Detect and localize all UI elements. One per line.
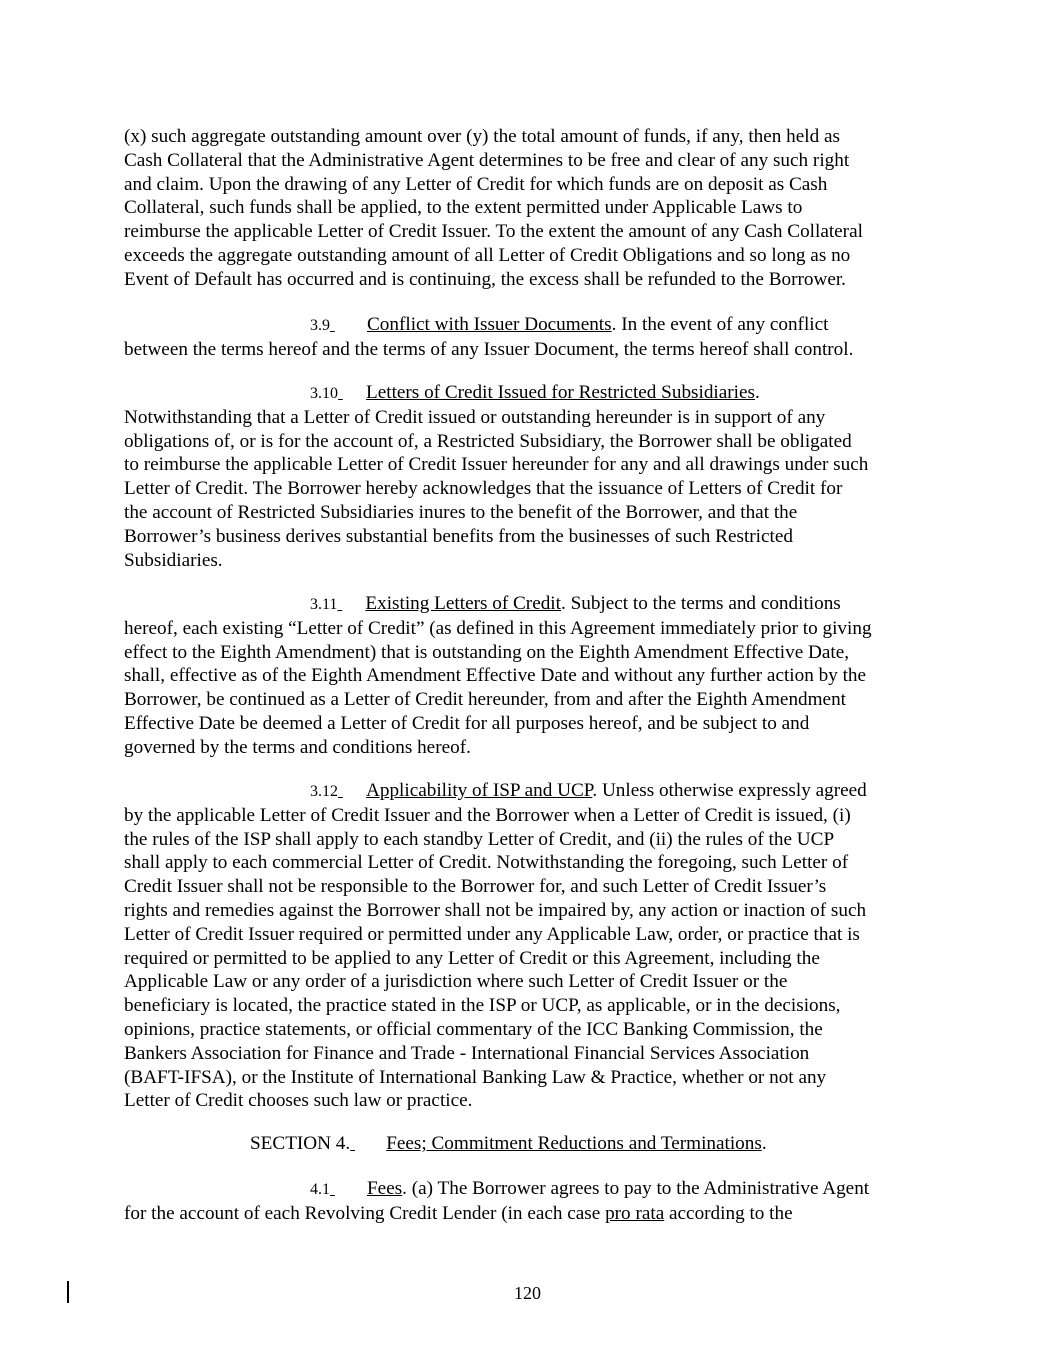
paragraph-line: Applicable Law or any order of a jurisdiction where such Letter of Credit Issuer or the — [124, 971, 788, 993]
pro-rata-term: pro rata — [605, 1202, 665, 1224]
section-number: 3.9 — [310, 317, 330, 334]
paragraph-line: rights and remedies against the Borrower shall not be impaired by, any action or inaction of such — [124, 899, 867, 921]
paragraph-line: Notwithstanding that a Letter of Credit issued or outstanding hereunder is in support of any — [124, 406, 826, 428]
section-heading: Existing Letters of Credit — [365, 593, 561, 614]
paragraph-line: Effective Date be deemed a Letter of Credit for all purposes hereof, and be subject to and — [124, 712, 810, 734]
section-3-10 — [124, 381, 934, 572]
paragraph-line: exceeds the aggregate outstanding amount of all Letter of Credit Obligations and so long as no — [124, 244, 851, 266]
tab-leader — [338, 779, 366, 803]
paragraph-line: Bankers Association for Finance and Trade - International Financial Services Association — [124, 1042, 810, 1064]
paragraph-line: hereof, each existing “Letter of Credit” (as defined in this Agreement immediately prior to giving — [124, 617, 872, 639]
section-number: 4.1 — [310, 1181, 330, 1198]
paragraph-line: by the applicable Letter of Credit Issuer and the Borrower when a Letter of Credit is issued, (i) — [124, 804, 851, 826]
paragraph-line: Subsidiaries. — [124, 549, 223, 571]
line-text: for the account of each Revolving Credit Lender (in each case — [124, 1202, 606, 1224]
paragraph-line: Borrower’s business derives substantial benefits from the businesses of such Restricted — [124, 525, 793, 547]
section-3-9 — [124, 313, 934, 362]
section-first-line-text: . Subject to the terms and conditions — [560, 593, 841, 614]
section-first-line-text: . (a) The Borrower agrees to pay to the Administrative Agent — [402, 1178, 870, 1199]
section-4-1 — [124, 1177, 934, 1226]
section-first-line-text: . In the event of any conflict — [611, 314, 829, 335]
paragraph-line — [124, 1202, 934, 1226]
intro-paragraph — [124, 125, 934, 292]
paragraph-line: Collateral, such funds shall be applied, to the extent permitted under Applicable Laws to — [124, 197, 803, 219]
paragraph-line: reimburse the applicable Letter of Credit Issuer. To the extent the amount of any Cash Collateral — [124, 221, 863, 243]
paragraph-line: Credit Issuer shall not be responsible to the Borrower for, and such Letter of Credit Issuer’s — [124, 876, 827, 898]
line-text: according to the — [664, 1202, 793, 1224]
paragraph-line: obligations of, or is for the account of, a Restricted Subsidiary, the Borrower shall be obligated — [124, 430, 852, 452]
paragraph-line: beneficiary is located, the practice stated in the ISP or UCP, as applicable, or in the decisions, — [124, 995, 841, 1017]
section-first-line-text: . — [755, 382, 760, 403]
section-first-line — [124, 592, 934, 617]
section-heading: Applicability of ISP and UCP — [366, 780, 593, 801]
section-3-12 — [124, 779, 934, 1113]
paragraph-line: Borrower, be continued as a Letter of Credit hereunder, from and after the Eighth Amendment — [124, 689, 847, 711]
section-heading: Letters of Credit Issued for Restricted Subsidiaries — [366, 382, 755, 403]
tab-leader — [338, 381, 366, 405]
section-first-line-text: . Unless otherwise expressly agreed — [592, 780, 867, 801]
section-first-line — [124, 779, 934, 804]
paragraph-line: opinions, practice statements, or official commentary of the ICC Banking Commission, the — [124, 1018, 823, 1040]
paragraph-line: to reimburse the applicable Letter of Credit Issuer hereunder for any and all drawings under such — [124, 454, 869, 476]
section-first-line — [124, 381, 934, 406]
paragraph-line: governed by the terms and conditions hereof. — [124, 736, 471, 758]
section-first-line — [124, 313, 934, 338]
paragraph-line: required or permitted to be applied to any Letter of Credit or this Agreement, including the — [124, 947, 820, 969]
paragraph-line: shall apply to each commercial Letter of Credit. Notwithstanding the foregoing, such Letter of — [124, 852, 849, 874]
section-number: 3.11 — [310, 596, 338, 613]
tab-leader — [330, 1177, 367, 1201]
paragraph-line: Event of Default has occurred and is continuing, the excess shall be refunded to the Borrower. — [124, 268, 846, 290]
tab-leader — [350, 1132, 386, 1156]
paragraph-line: (BAFT-IFSA), or the Institute of International Banking Law & Practice, whether or not any — [124, 1066, 827, 1088]
section-number: 3.10 — [310, 385, 338, 402]
section-first-line — [124, 1177, 934, 1202]
page-number: 120 — [514, 1283, 541, 1303]
section-title-trail: . — [761, 1133, 767, 1154]
paragraph-line: the rules of the ISP shall apply to each standby Letter of Credit, and (ii) the rules of the UCP — [124, 828, 835, 850]
paragraph-line: Cash Collateral that the Administrative Agent determines to be free and clear of any such right — [124, 149, 850, 171]
paragraph-line: and claim. Upon the drawing of any Letter of Credit for which funds are on deposit as Cash — [124, 173, 828, 195]
paragraph-line: effect to the Eighth Amendment) that is outstanding on the Eighth Amendment Effective Date, — [124, 641, 850, 663]
section-heading-line — [124, 1132, 934, 1156]
paragraph-line: between the terms hereof and the terms of any Issuer Document, the terms hereof shall control. — [124, 338, 854, 360]
paragraph-line: (x) such aggregate outstanding amount over (y) the total amount of funds, if any, then held as — [124, 126, 840, 147]
paragraph-line: Letter of Credit chooses such law or practice. — [124, 1090, 473, 1112]
section-label: SECTION 4. — [250, 1133, 351, 1154]
section-number: 3.12 — [310, 783, 338, 800]
section-heading: Conflict with Issuer Documents — [367, 314, 612, 335]
paragraph-line: shall, effective as of the Eighth Amendment Effective Date and without any further action by the — [124, 665, 867, 687]
paragraph-line: Letter of Credit. The Borrower hereby acknowledges that the issuance of Letters of Credit for — [124, 478, 843, 500]
section-3-11 — [124, 592, 934, 760]
paragraph-line: the account of Restricted Subsidiaries inures to the benefit of the Borrower, and that the — [124, 501, 798, 523]
section-4-heading — [124, 1132, 934, 1156]
paragraph-line: Letter of Credit Issuer required or permitted under any Applicable Law, order, or practice that is — [124, 923, 860, 945]
section-heading: Fees — [367, 1178, 403, 1199]
section-title: Fees; Commitment Reductions and Terminations — [386, 1133, 762, 1154]
tab-leader — [330, 313, 367, 337]
tab-leader — [337, 592, 365, 616]
